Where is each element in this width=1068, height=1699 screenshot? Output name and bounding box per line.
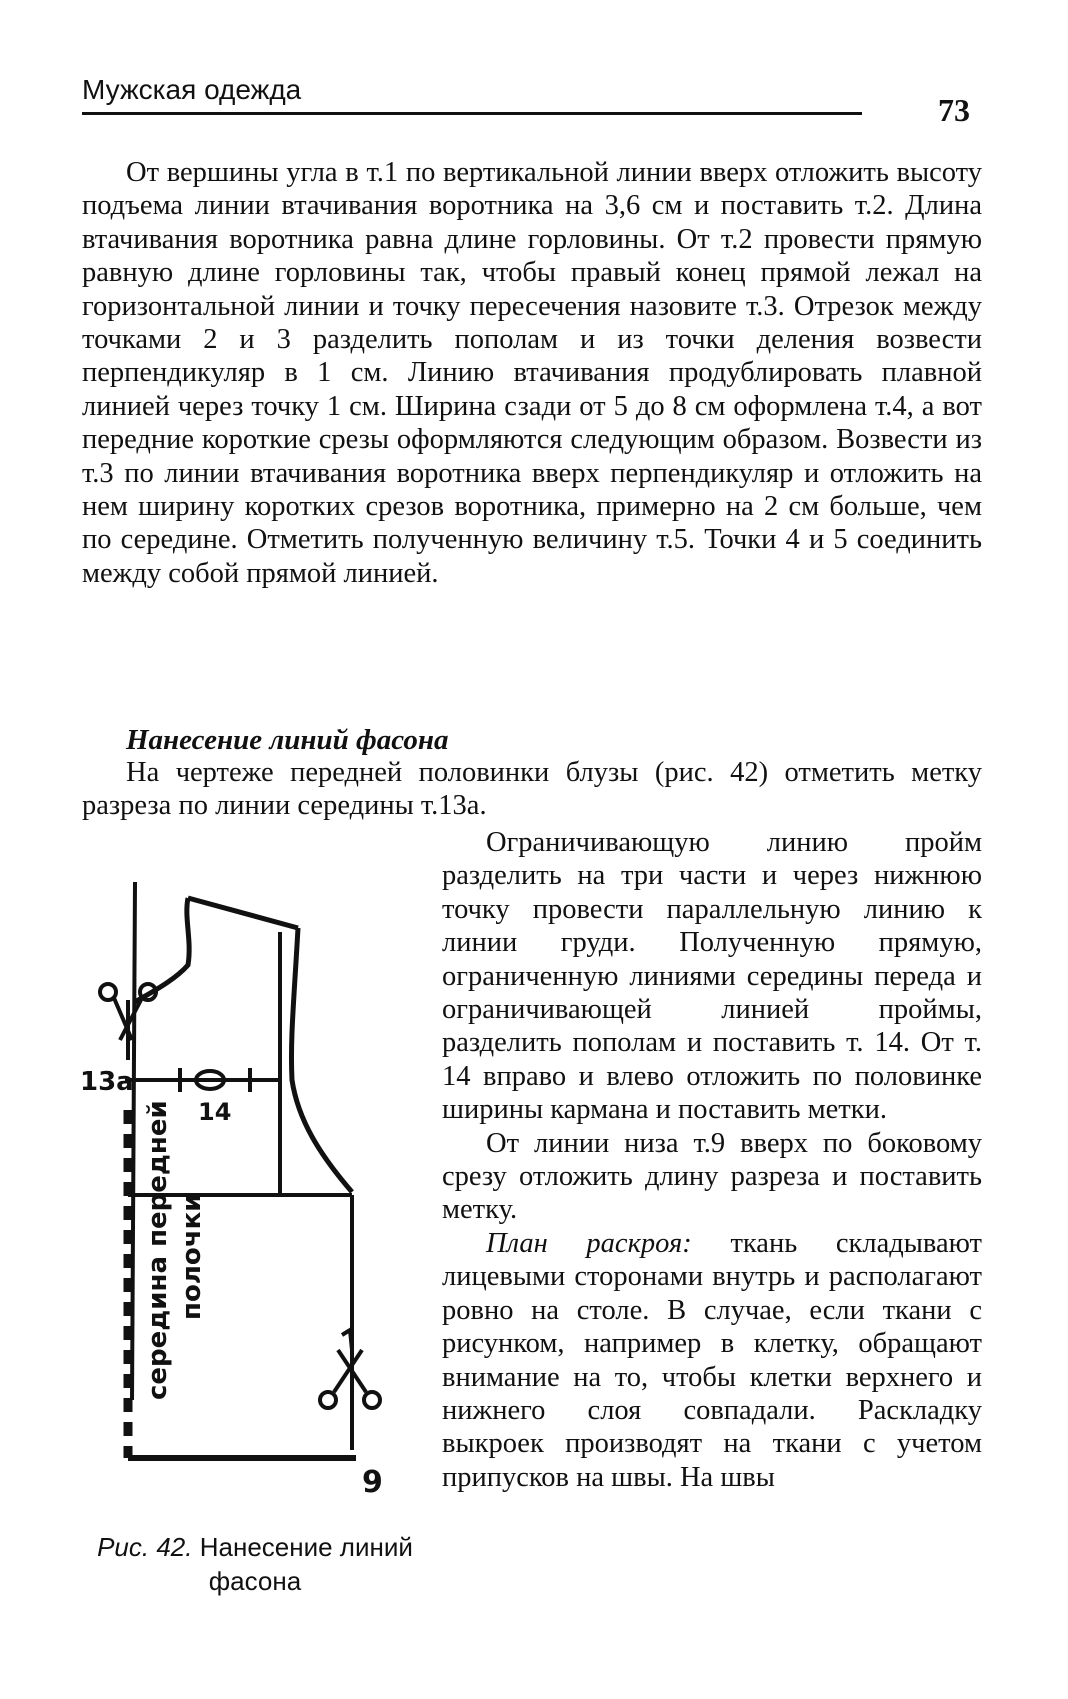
paragraph-side-slit: От линии низа т.9 вверх по боковому срезу отложить длину разреза и поставить метку. xyxy=(442,1127,982,1226)
right-column xyxy=(442,826,982,1494)
paragraph-cutting-plan xyxy=(442,1227,982,1494)
top-paragraph-block xyxy=(82,156,982,590)
figure-caption xyxy=(90,1530,420,1598)
label-shelf: полочки xyxy=(177,1193,207,1320)
label-14: 14 xyxy=(198,1098,232,1126)
figure-front-pattern xyxy=(80,880,420,1520)
page-number: 73 xyxy=(938,92,970,128)
section-intro-block xyxy=(82,756,982,823)
shoulder-line xyxy=(188,898,298,928)
pattern-drawing xyxy=(80,880,420,1520)
figure-caption-text: Нанесение линий фасона xyxy=(192,1532,413,1596)
cutting-plan-text: ткань складывают лицевыми сторонами внутрь и располагают ровно на столе. В случае, если ткани с рисунком, например в клетку, обращают внимание на то, чтобы клетки верхнего и нижнего слоя совпадали. Раскладку выкроек производят на ткани с учетом припусков на швы. На швы xyxy=(442,1227,982,1493)
paragraph-armhole: Ограничивающую линию пройм разделить на три части и через нижнюю точку провести параллельную линию к линии груди. Полученную прямую, ограниченную линиями середины переда и ограничивающей линией проймы, разделить пополам и поставить т. 14. От т. 14 вправо и влево отложить по половинке ширины кармана и поставить метки. xyxy=(442,827,982,1126)
label-13a: 13а xyxy=(80,1067,134,1097)
figure-number: Рис. 42. xyxy=(97,1532,193,1562)
running-title: Мужская одежда xyxy=(82,72,862,115)
top-paragraph: От вершины угла в т.1 по вертикальной линии вверх отложить высоту подъема линии втачивания воротника на 3,6 см и поставить т.2. Длина втачивания воротника равна длине горловины. От т.2 провести прямую равную длине горловины так, чтобы правый конец прямой лежал на горизонтальной линии и точку пересечения назовите т.3. Отрезок между точками 2 и 3 разделить пополам и из точки деления возвести перпендикуляр в 1 см. Линию втачивания продублировать плавной линией через точку 1 см. Ширина сзади от 5 до 8 см оформлена т.4, а вот передние короткие срезы оформляются следующим образом. Возвести из т.3 по линии втачивания воротника вверх перпендикуляр и отложить на нем ширину коротких срезов воротника, примерно на 2 см больше, чем по середине. Отметить полученную величину т.5. Точки 4 и 5 соединить между собой прямой линией. xyxy=(82,157,982,589)
section-heading: Нанесение линий фасона xyxy=(126,724,449,756)
label-center-front: середина передней xyxy=(143,1100,173,1400)
armhole-curve xyxy=(291,928,352,1192)
label-9: 9 xyxy=(362,1465,383,1500)
cutting-plan-label: План раскроя: xyxy=(486,1227,692,1259)
section-intro: На чертеже передней половинки блузы (рис. 42) отметить метку разреза по линии середины т.13а. xyxy=(82,757,982,822)
